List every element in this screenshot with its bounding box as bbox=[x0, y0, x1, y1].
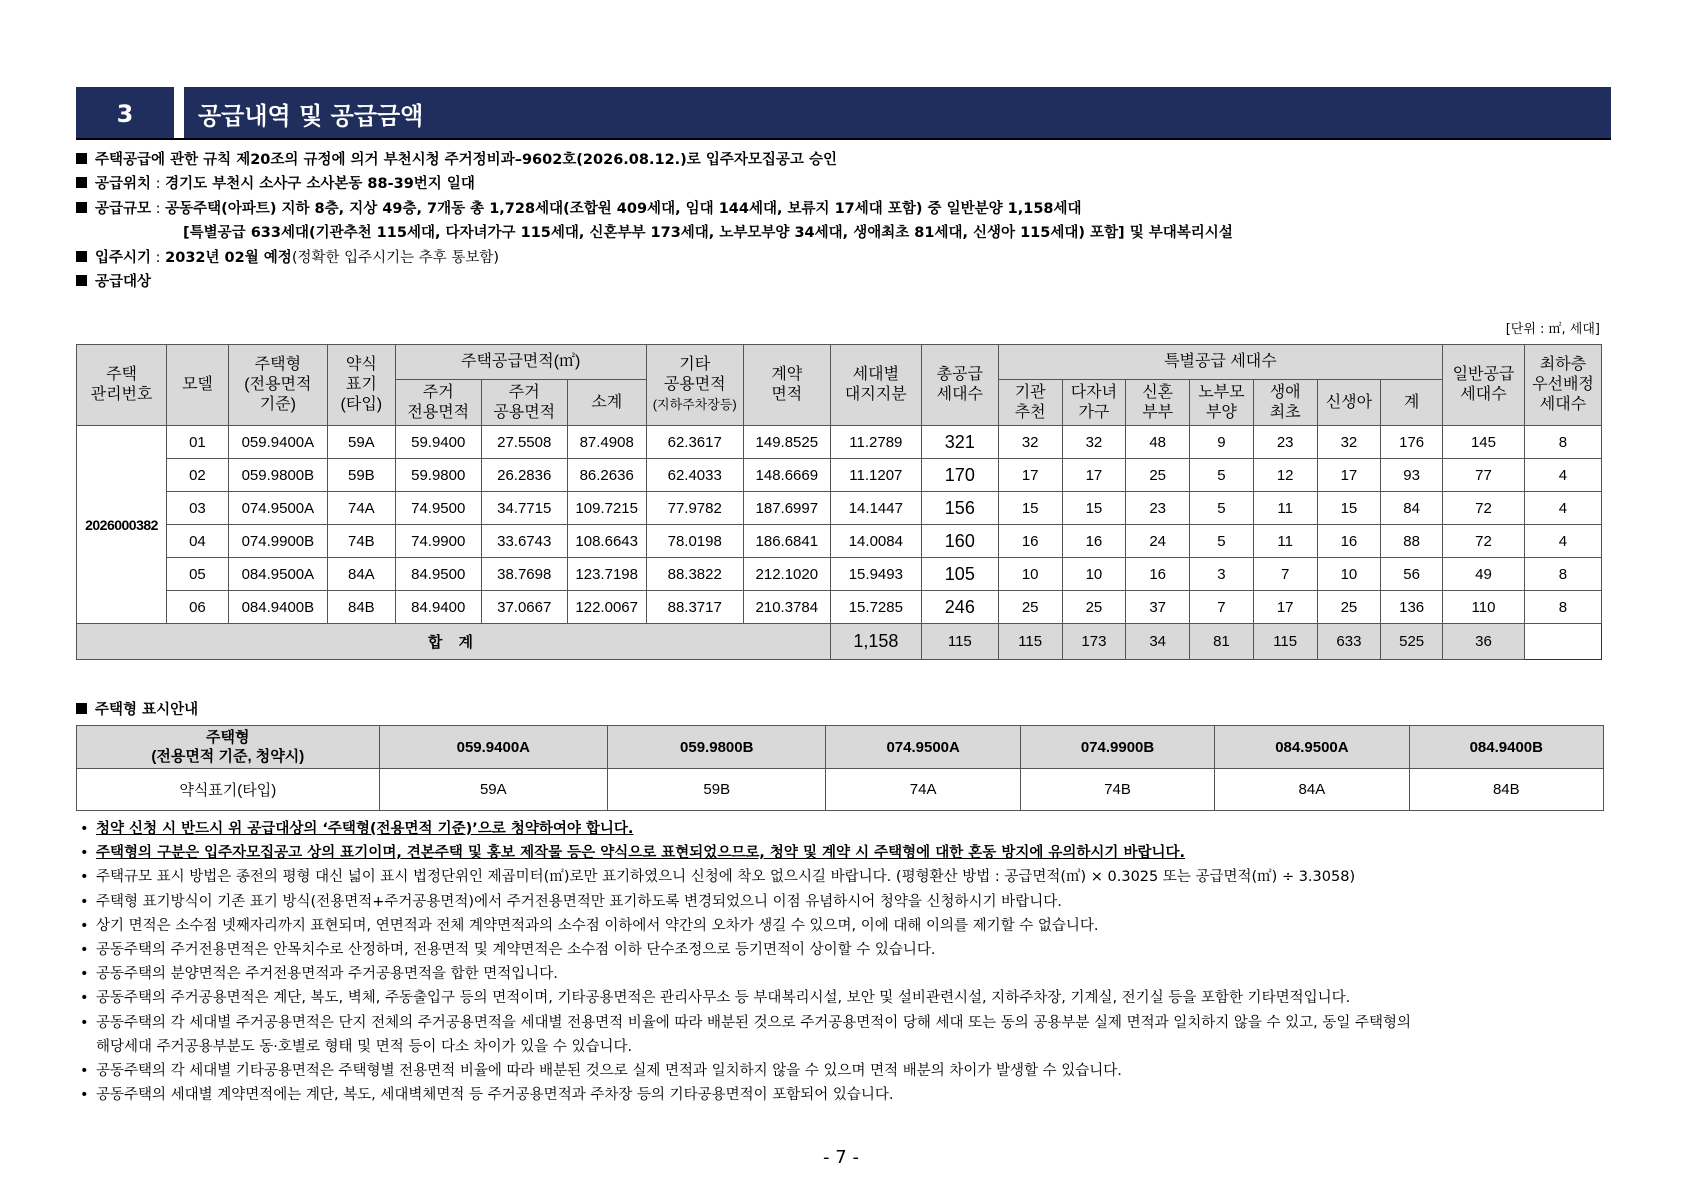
table-cell: 084.9500A bbox=[228, 558, 327, 591]
table-cell: 156 bbox=[921, 492, 998, 525]
table-cell: 084.9400B bbox=[228, 591, 327, 624]
table-cell: 136 bbox=[1381, 591, 1443, 624]
note-item bbox=[80, 1083, 1620, 1107]
table-cell: 15.7285 bbox=[830, 591, 921, 624]
total-cell: 115 bbox=[998, 624, 1062, 660]
table-cell: 074.9900B bbox=[228, 525, 327, 558]
move-in-label: 입주시기 bbox=[95, 249, 152, 266]
display-abbr-cell: 59B bbox=[608, 769, 826, 811]
table-cell: 321 bbox=[921, 426, 998, 459]
header-area-common: 주거 공용면적 bbox=[481, 380, 567, 426]
table-cell: 145 bbox=[1443, 426, 1525, 459]
notes-list bbox=[80, 817, 1620, 1107]
table-cell: 11.2789 bbox=[830, 426, 921, 459]
display-abbr-cell: 74B bbox=[1020, 769, 1214, 811]
table-cell: 5 bbox=[1190, 459, 1254, 492]
total-cell: 173 bbox=[1062, 624, 1126, 660]
table-cell: 93 bbox=[1381, 459, 1443, 492]
table-cell: 3 bbox=[1190, 558, 1254, 591]
header-sp-inst: 기관 추천 bbox=[998, 380, 1062, 426]
table-cell: 32 bbox=[1062, 426, 1126, 459]
display-type-cell: 059.9800B bbox=[608, 726, 826, 769]
table-cell: 32 bbox=[998, 426, 1062, 459]
bullet-icon: • bbox=[80, 917, 89, 934]
table-cell: 16 bbox=[1062, 525, 1126, 558]
info-target bbox=[76, 270, 1616, 294]
display-guide-title: 주택형 표시안내 bbox=[95, 702, 199, 718]
note-item bbox=[80, 841, 1620, 865]
table-row bbox=[77, 591, 1602, 624]
table-cell: 48 bbox=[1126, 426, 1190, 459]
table-cell: 74.9500 bbox=[395, 492, 481, 525]
display-type-cell: 074.9900B bbox=[1020, 726, 1214, 769]
approval-text: 주택공급에 관한 규칙 제20조의 규정에 의거 부천시청 주거정비과–9602호(2026.08.12.)로 입주자모집공고 승인 bbox=[95, 152, 837, 168]
display-abbr-cell: 74A bbox=[826, 769, 1020, 811]
total-cell: 36 bbox=[1443, 624, 1525, 660]
move-in-note: (정확한 입주시기는 추후 통보함) bbox=[291, 249, 500, 266]
table-row bbox=[77, 426, 1602, 459]
table-cell: 17 bbox=[1253, 591, 1317, 624]
table-cell: 78.0198 bbox=[646, 525, 743, 558]
table-cell: 62.3617 bbox=[646, 426, 743, 459]
supply-table bbox=[76, 344, 1602, 660]
move-in-value: 2032년 02월 예정 bbox=[165, 249, 292, 266]
note-item bbox=[80, 1035, 1620, 1059]
location-value: 경기도 부천시 소사구 소사본동 88-39번지 일대 bbox=[165, 176, 475, 193]
total-cell: 633 bbox=[1317, 624, 1381, 660]
display-abbr-cell: 84A bbox=[1215, 769, 1409, 811]
total-cell: 115 bbox=[1253, 624, 1317, 660]
header-sp-parents: 노부모 부양 bbox=[1190, 380, 1254, 426]
table-cell: 84A bbox=[327, 558, 395, 591]
location-label: 공급위치 bbox=[95, 176, 152, 193]
table-cell: 17 bbox=[998, 459, 1062, 492]
scale-value-2: [특별공급 633세대(기관추천 115세대, 다자녀가구 115세대, 신혼부부 173세대, 노부모부양 34세대, 생애최초 81세대, 신생아 115세대) 포함] 및 부대복리시설 bbox=[183, 225, 1233, 242]
other-common-label: 기타 공용면적 bbox=[663, 356, 726, 393]
info-move-in: 입주시기 : 2032년 02월 예정(정확한 입주시기는 추후 통보함) bbox=[76, 246, 1616, 270]
note-text: 상기 면적은 소수점 넷째자리까지 표현되며, 연면적과 전체 계약면적과의 소수점 이하에서 약간의 오차가 생길 수 있으며, 이에 대해 이의를 제기할 수 없습니다. bbox=[96, 917, 1099, 934]
header-area-subtotal: 소계 bbox=[567, 380, 646, 426]
header-sp-newly: 신혼 부부 bbox=[1126, 380, 1190, 426]
display-abbr-row bbox=[77, 769, 1604, 811]
table-row bbox=[77, 492, 1602, 525]
note-text: 공동주택의 각 세대별 기타공용면적은 주택형별 전용면적 비율에 따라 배분된 것으로 실제 면적과 일치하지 않을 수 있으며 면적 배분의 차이가 발생할 수 있습니다. bbox=[96, 1063, 1122, 1080]
display-type-cell: 084.9400B bbox=[1409, 726, 1603, 769]
display-type-cell: 074.9500A bbox=[826, 726, 1020, 769]
note-text: 공동주택의 세대별 계약면적에는 계단, 복도, 세대벽체면적 등 주거공용면적과 주차장 등의 기타공용면적이 포함되어 있습니다. bbox=[96, 1087, 894, 1104]
display-abbr-cell: 84B bbox=[1409, 769, 1603, 811]
table-cell: 62.4033 bbox=[646, 459, 743, 492]
table-cell: 187.6997 bbox=[743, 492, 830, 525]
note-item bbox=[80, 914, 1620, 938]
table-cell: 110 bbox=[1443, 591, 1525, 624]
table-cell: 12 bbox=[1253, 459, 1317, 492]
table-cell: 27.5508 bbox=[481, 426, 567, 459]
table-cell: 87.4908 bbox=[567, 426, 646, 459]
table-cell: 04 bbox=[167, 525, 229, 558]
bullet-icon: • bbox=[80, 845, 89, 862]
header-model: 모델 bbox=[167, 345, 229, 426]
display-header-row bbox=[77, 726, 1604, 769]
table-cell: 16 bbox=[1126, 558, 1190, 591]
table-cell: 160 bbox=[921, 525, 998, 558]
bullet-icon: • bbox=[80, 990, 89, 1007]
other-common-note: (지하주차장등) bbox=[652, 397, 737, 412]
display-type-cell: 084.9500A bbox=[1215, 726, 1409, 769]
table-cell: 212.1020 bbox=[743, 558, 830, 591]
square-bullet-icon bbox=[76, 275, 87, 286]
header-contract-area: 계약 면적 bbox=[743, 345, 830, 426]
table-cell: 10 bbox=[1317, 558, 1381, 591]
info-scale: 공급규모 : 공동주택(아파트) 지하 8층, 지상 49층, 7개동 총 1,728세대(조합원 409세대, 임대 144세대, 보류지 17세대 포함) 중 일반분양 1,158세대 bbox=[76, 197, 1616, 221]
table-cell: 059.9400A bbox=[228, 426, 327, 459]
table-cell: 15 bbox=[1317, 492, 1381, 525]
table-cell: 59B bbox=[327, 459, 395, 492]
table-cell: 11.1207 bbox=[830, 459, 921, 492]
total-label: 합 계 bbox=[77, 624, 831, 660]
table-cell: 74B bbox=[327, 525, 395, 558]
header-sp-sum: 계 bbox=[1381, 380, 1443, 426]
table-cell: 01 bbox=[167, 426, 229, 459]
display-abbr-cell: 59A bbox=[379, 769, 607, 811]
note-item bbox=[80, 962, 1620, 986]
note-text: 주택규모 표시 방법은 종전의 평형 대신 넓이 표시 법정단위인 제곱미터(㎡)로만 표기하였으니 신청에 착오 없으시길 바랍니다. (평형환산 방법 : 공급면적(㎡) × 0.3025 또는 공급면적(㎡) ÷ 3.3058) bbox=[96, 869, 1356, 886]
table-cell: 23 bbox=[1253, 426, 1317, 459]
table-cell: 37.0667 bbox=[481, 591, 567, 624]
table-cell: 8 bbox=[1524, 426, 1601, 459]
table-cell: 148.6669 bbox=[743, 459, 830, 492]
page-number: - 7 - bbox=[823, 1147, 859, 1168]
total-cell: 115 bbox=[921, 624, 998, 660]
header-type: 주택형 (전용면적 기준) bbox=[228, 345, 327, 426]
note-item bbox=[80, 938, 1620, 962]
header-sp-multi: 다자녀 가구 bbox=[1062, 380, 1126, 426]
table-cell: 105 bbox=[921, 558, 998, 591]
note-item bbox=[80, 890, 1620, 914]
table-cell: 9 bbox=[1190, 426, 1254, 459]
bullet-icon: • bbox=[80, 1063, 89, 1080]
table-cell: 15 bbox=[1062, 492, 1126, 525]
table-cell: 56 bbox=[1381, 558, 1443, 591]
table-cell: 72 bbox=[1443, 525, 1525, 558]
table-cell: 49 bbox=[1443, 558, 1525, 591]
table-cell: 16 bbox=[998, 525, 1062, 558]
note-item bbox=[80, 1059, 1620, 1083]
table-cell: 88.3717 bbox=[646, 591, 743, 624]
table-cell: 8 bbox=[1524, 558, 1601, 591]
header-total-supply: 총공급 세대수 bbox=[921, 345, 998, 426]
note-item bbox=[80, 865, 1620, 889]
note-text: 주택형 표기방식이 기존 표기 방식(전용면적+주거공용면적)에서 주거전용면적만 표기하도록 변경되었으니 이점 유념하시어 청약을 신청하시기 바랍니다. bbox=[96, 893, 1062, 910]
table-cell: 170 bbox=[921, 459, 998, 492]
table-cell: 11 bbox=[1253, 492, 1317, 525]
mgmt-number-cell: 2026000382 bbox=[77, 426, 167, 624]
table-cell: 33.6743 bbox=[481, 525, 567, 558]
info-scale-continued bbox=[76, 221, 1616, 245]
table-cell: 14.1447 bbox=[830, 492, 921, 525]
table-cell: 88.3822 bbox=[646, 558, 743, 591]
table-cell: 4 bbox=[1524, 492, 1601, 525]
total-row bbox=[77, 624, 1602, 660]
table-cell: 17 bbox=[1062, 459, 1126, 492]
table-cell: 246 bbox=[921, 591, 998, 624]
table-cell: 10 bbox=[1062, 558, 1126, 591]
table-cell: 4 bbox=[1524, 525, 1601, 558]
table-cell: 88 bbox=[1381, 525, 1443, 558]
table-cell: 37 bbox=[1126, 591, 1190, 624]
table-cell: 17 bbox=[1317, 459, 1381, 492]
table-cell: 108.6643 bbox=[567, 525, 646, 558]
target-label: 공급대상 bbox=[95, 274, 152, 291]
scale-label: 공급규모 bbox=[95, 200, 152, 217]
table-cell: 26.2836 bbox=[481, 459, 567, 492]
table-cell: 84.9400 bbox=[395, 591, 481, 624]
table-cell: 34.7715 bbox=[481, 492, 567, 525]
note-item bbox=[80, 986, 1620, 1010]
table-row bbox=[77, 525, 1602, 558]
display-row-label: 약식표기(타입) bbox=[77, 769, 380, 811]
display-type-cell: 059.9400A bbox=[379, 726, 607, 769]
total-cell: 81 bbox=[1190, 624, 1254, 660]
square-bullet-icon bbox=[76, 177, 87, 188]
note-item bbox=[80, 817, 1620, 841]
table-cell: 77.9782 bbox=[646, 492, 743, 525]
table-cell: 4 bbox=[1524, 459, 1601, 492]
table-cell: 15.9493 bbox=[830, 558, 921, 591]
table-cell: 122.0067 bbox=[567, 591, 646, 624]
table-cell: 86.2636 bbox=[567, 459, 646, 492]
table-cell: 5 bbox=[1190, 492, 1254, 525]
table-row bbox=[77, 459, 1602, 492]
header-special-group: 특별공급 세대수 bbox=[998, 345, 1442, 380]
table-cell: 109.7215 bbox=[567, 492, 646, 525]
header-min-priority: 최하층 우선배정 세대수 bbox=[1524, 345, 1601, 426]
scale-value: 공동주택(아파트) 지하 8층, 지상 49층, 7개동 총 1,728세대(조합원 409세대, 임대 144세대, 보류지 17세대 포함) 중 일반분양 1,158세대 bbox=[165, 200, 1082, 217]
total-cell: 1,158 bbox=[830, 624, 921, 660]
bullet-icon: • bbox=[80, 893, 89, 910]
table-cell: 84.9500 bbox=[395, 558, 481, 591]
table-cell: 7 bbox=[1190, 591, 1254, 624]
table-cell: 38.7698 bbox=[481, 558, 567, 591]
table-cell: 74.9900 bbox=[395, 525, 481, 558]
table-cell: 123.7198 bbox=[567, 558, 646, 591]
info-approval bbox=[76, 148, 1616, 172]
section-number: 3 bbox=[76, 87, 174, 140]
table-cell: 11 bbox=[1253, 525, 1317, 558]
display-guide-heading bbox=[76, 698, 198, 719]
table-cell: 24 bbox=[1126, 525, 1190, 558]
square-bullet-icon bbox=[76, 703, 87, 714]
header-area-private: 주거 전용면적 bbox=[395, 380, 481, 426]
square-bullet-icon bbox=[76, 202, 87, 213]
note-text: 공동주택의 주거전용면적은 안목치수로 산정하며, 전용면적 및 계약면적은 소수점 이하 단수조정으로 등기면적이 상이할 수 있습니다. bbox=[96, 942, 936, 959]
table-cell: 8 bbox=[1524, 591, 1601, 624]
note-text: 공동주택의 주거공용면적은 계단, 복도, 벽체, 주동출입구 등의 면적이며, 기타공용면적은 관리사무소 등 부대복리시설, 보안 및 설비관련시설, 지하주차장, 기계실, 전기실 등을 포함한 기타면적입니다. bbox=[96, 990, 1351, 1007]
display-table bbox=[76, 725, 1604, 811]
table-cell: 59.9800 bbox=[395, 459, 481, 492]
note-text: 주택형의 구분은 입주자모집공고 상의 표기이며, 견본주택 및 홍보 제작물 등은 약식으로 표현되었으므로, 청약 및 계약 시 주택형에 대한 혼동 방지에 유의하시기 바랍니다. bbox=[96, 845, 1186, 862]
supply-info bbox=[76, 148, 1616, 294]
note-text: 공동주택의 각 세대별 주거공용면적은 단지 전체의 주거공용면적을 세대별 전용면적 비율에 따라 배분된 것으로 주거공용면적이 당해 세대 또는 동의 공용부분 실제 면적과 일치하지 않을 수 있고, 동일 주택형의 bbox=[96, 1014, 1412, 1031]
total-cell: 525 bbox=[1381, 624, 1443, 660]
table-cell: 5 bbox=[1190, 525, 1254, 558]
table-cell: 03 bbox=[167, 492, 229, 525]
table-cell: 7 bbox=[1253, 558, 1317, 591]
header-general: 일반공급 세대수 bbox=[1443, 345, 1525, 426]
section-title: 공급내역 및 공급금액 bbox=[174, 87, 1611, 140]
table-cell: 77 bbox=[1443, 459, 1525, 492]
table-cell: 210.3784 bbox=[743, 591, 830, 624]
header-abbr: 약식 표기 (타입) bbox=[327, 345, 395, 426]
header-other-common bbox=[646, 345, 743, 426]
table-cell: 186.6841 bbox=[743, 525, 830, 558]
note-text: 해당세대 주거공용부분도 동·호별로 형태 및 면적 등이 다소 차이가 있을 수 있습니다. bbox=[96, 1038, 633, 1055]
square-bullet-icon bbox=[76, 251, 87, 262]
table-cell: 25 bbox=[998, 591, 1062, 624]
unit-note: [단위 : ㎡, 세대] bbox=[1505, 322, 1600, 337]
table-cell: 59.9400 bbox=[395, 426, 481, 459]
section-rule bbox=[76, 138, 1611, 140]
table-cell: 25 bbox=[1317, 591, 1381, 624]
table-cell: 25 bbox=[1126, 459, 1190, 492]
table-cell: 16 bbox=[1317, 525, 1381, 558]
table-cell: 05 bbox=[167, 558, 229, 591]
info-location: 공급위치 : 경기도 부천시 소사구 소사본동 88-39번지 일대 bbox=[76, 172, 1616, 196]
bullet-icon: • bbox=[80, 1014, 89, 1031]
bullet-icon: • bbox=[80, 869, 89, 886]
header-sp-first: 생애 최초 bbox=[1253, 380, 1317, 426]
square-bullet-icon bbox=[76, 153, 87, 164]
table-cell: 25 bbox=[1062, 591, 1126, 624]
table-cell: 15 bbox=[998, 492, 1062, 525]
table-cell: 02 bbox=[167, 459, 229, 492]
table-cell: 23 bbox=[1126, 492, 1190, 525]
header-area-group: 주택공급면적(㎡) bbox=[395, 345, 646, 380]
bullet-icon: • bbox=[80, 1087, 89, 1104]
total-cell: 34 bbox=[1126, 624, 1190, 660]
table-cell: 84B bbox=[327, 591, 395, 624]
table-row bbox=[77, 558, 1602, 591]
supply-table-body bbox=[77, 426, 1602, 660]
table-cell: 32 bbox=[1317, 426, 1381, 459]
table-cell: 06 bbox=[167, 591, 229, 624]
table-cell: 59A bbox=[327, 426, 395, 459]
table-cell: 72 bbox=[1443, 492, 1525, 525]
header-sp-newborn: 신생아 bbox=[1317, 380, 1381, 426]
note-item bbox=[80, 1011, 1620, 1035]
header-mgmt: 주택 관리번호 bbox=[77, 345, 167, 426]
table-cell: 074.9500A bbox=[228, 492, 327, 525]
table-cell: 10 bbox=[998, 558, 1062, 591]
table-cell: 149.8525 bbox=[743, 426, 830, 459]
table-cell: 74A bbox=[327, 492, 395, 525]
bullet-icon: • bbox=[80, 942, 89, 959]
note-text: 공동주택의 분양면적은 주거전용면적과 주거공용면적을 합한 면적입니다. bbox=[96, 966, 558, 983]
table-cell: 84 bbox=[1381, 492, 1443, 525]
display-header-label: 주택형 (전용면적 기준, 청약시) bbox=[77, 726, 380, 769]
bullet-icon: • bbox=[80, 821, 89, 837]
table-cell: 059.9800B bbox=[228, 459, 327, 492]
bullet-icon: • bbox=[80, 966, 89, 983]
table-cell: 14.0084 bbox=[830, 525, 921, 558]
note-text: 청약 신청 시 반드시 위 공급대상의 ‘주택형(전용면적 기준)’으로 청약하여야 합니다. bbox=[96, 821, 634, 837]
table-cell: 176 bbox=[1381, 426, 1443, 459]
header-land-share: 세대별 대지지분 bbox=[830, 345, 921, 426]
